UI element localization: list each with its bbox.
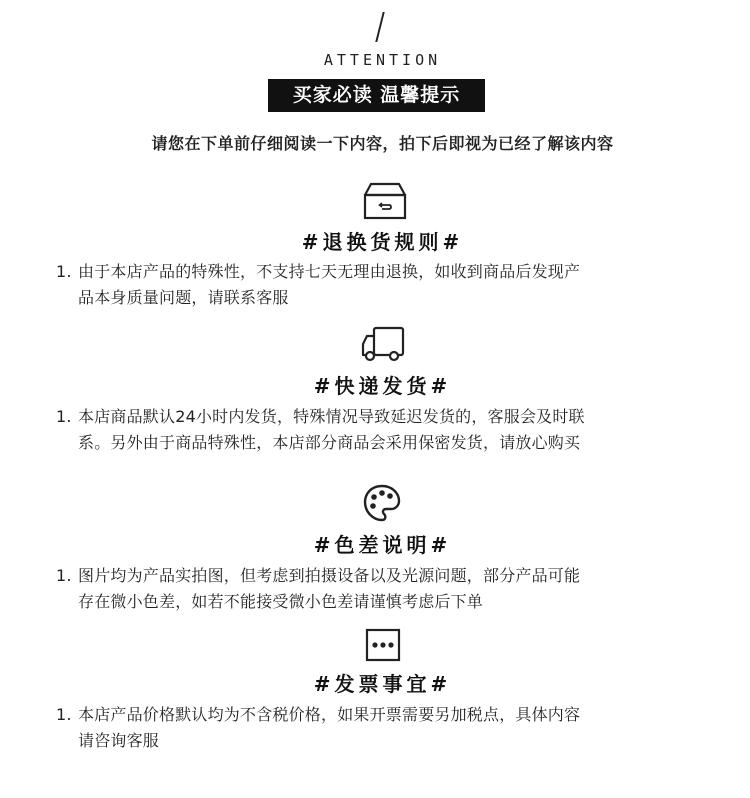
color-line-2: 存在微小色差，如若不能接受微小色差请谨慎考虑后下单 [78, 592, 484, 611]
section-body-invoice [56, 702, 696, 754]
returns-line-1: 由于本店产品的特殊性，不支持七天无理由退换，如收到商品后发现产 [78, 262, 581, 281]
returns-line-2: 品本身质量问题，请联系客服 [78, 288, 289, 307]
slash-decoration [375, 12, 384, 42]
list-number: 1. [56, 262, 72, 281]
attention-label: ATTENTION [323, 51, 442, 69]
shipping-line-1: 本店商品默认24小时内发货，特殊情况导致延迟发货的，客服会及时联 [78, 407, 585, 426]
invoice-line-2: 请咨询客服 [78, 731, 160, 750]
palette-icon [362, 483, 402, 523]
list-number: 1. [56, 566, 72, 585]
section-title-returns: #退换货规则# [301, 230, 464, 254]
section-title-shipping: #快递发货# [313, 374, 452, 398]
truck-icon [360, 325, 406, 365]
shipping-line-2: 系。另外由于商品特殊性，本店部分商品会采用保密发货，请放心购买 [78, 433, 581, 452]
list-number: 1. [56, 407, 72, 426]
section-title-color: #色差说明# [313, 533, 452, 557]
section-body-shipping [56, 404, 696, 456]
section-body-returns [56, 259, 696, 311]
box-icon [362, 181, 408, 221]
ellipsis-icon [365, 628, 401, 662]
notice-banner: 买家必读 温馨提示 [268, 79, 485, 112]
intro-text: 请您在下单前仔细阅读一下内容，拍下后即视为已经了解该内容 [151, 134, 614, 153]
section-body-color [56, 563, 696, 615]
invoice-line-1: 本店产品价格默认均为不含税价格，如果开票需要另加税点，具体内容 [78, 705, 581, 724]
section-title-invoice: #发票事宜# [313, 672, 452, 696]
color-line-1: 图片均为产品实拍图，但考虑到拍摄设备以及光源问题，部分产品可能 [78, 566, 581, 585]
list-number: 1. [56, 705, 72, 724]
